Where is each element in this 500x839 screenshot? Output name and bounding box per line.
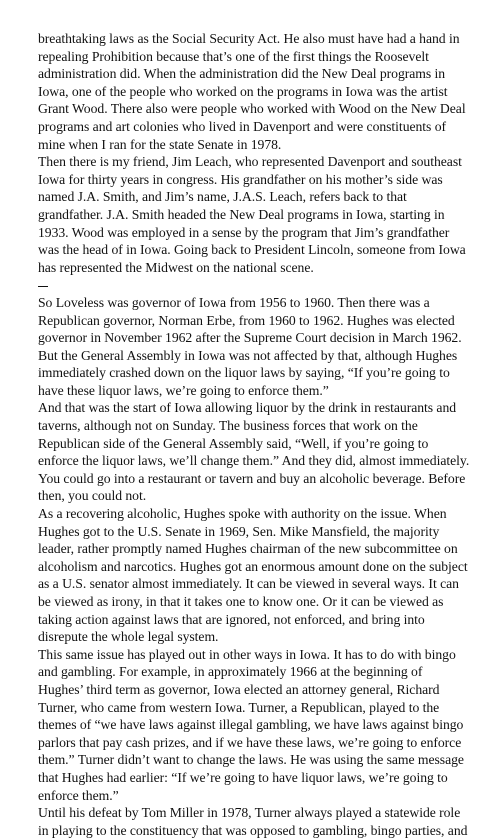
paragraph-bingo-gambling: This same issue has played out in other ways in Iowa. It has to do with bingo and gambling. For example, in approximately 1966 at the beginning of Hughes’ third term as governor, Iowa elected an attorney general, Richard Turner, who came from western Iowa. Turner, a Republican, played to the themes of “we have laws against illegal gambling, we have laws against bingo parlors that pay cash prizes, and if we have these laws, we’re going to enforce them.” Turner didn’t want to change the laws. He was using the same message that Hughes had earlier: “If we’re going to have liquor laws, we’re going to enforce them.”: [38, 646, 464, 803]
paragraph-loveless-governor: So Loveless was governor of Iowa from 1956 to 1960. Then there was a Republican governor, Norman Erbe, from 1960 to 1962. Hughes was elected governor in November 1962 after the Supreme Court decision in March 1962. But the General Assembly in Iowa was not affected by that, although Hughes immediately crashed down on the liquor laws by saying, “If you’re going to have these liquor laws, we’re going to enforce them.”: [38, 294, 462, 398]
paragraph-prohibition-new-deal: breathtaking laws as the Social Security Act. He also must have had a hand in repealing Prohibition because that’s one of the first things the Roosevelt administration did. When the administration did the New Deal programs in Iowa, one of the people who worked on the programs in Iowa was the artist Grant Wood. There also were people who worked with Wood on the New Deal programs and art colonies who lived in Davenport and were constituents of mine when I ran for the state Senate in 1978.: [38, 31, 466, 152]
paragraph-turner-defeat: Until his defeat by Tom Miller in 1978, Turner always played a statewide role in playing to the constituency that was opposed to gambling, bingo parties, and: [38, 805, 468, 838]
document-page: [38, 30, 470, 839]
paragraph-recovering-alcoholic: As a recovering alcoholic, Hughes spoke with authority on the issue. When Hughes got to the U.S. Senate in 1969, Sen. Mike Mansfield, the majority leader, rather promptly named Hughes chairman of the new subcommittee on alcoholism and narcotics. Hughes got an enormous amount done on the subject as a U.S. senator almost immediately. It can be viewed in several ways. It can be viewed as irony, in that it takes one to know one. Or it can be viewed as taking action against laws that are ignored, not enforced, and bring into disrepute the whole legal system.: [38, 506, 468, 645]
paragraph-liquor-by-drink: And that was the start of Iowa allowing liquor by the drink in restaurants and taverns, although not on Sunday. The business forces that work on the Republican side of the General Assembly said, “Well, if you’re going to enforce the liquor laws, we’ll change them.” And they did, almost immediately. You could go into a restaurant or tavern and buy an alcoholic beverage. Before then, you could not.: [38, 400, 470, 504]
paragraph-jim-leach: Then there is my friend, Jim Leach, who represented Davenport and southeast Iowa for thirty years in congress. His grandfather on his mother’s side was named J.A. Smith, and Jim’s name, J.A.S. Leach, refers back to that grandfather. J.A. Smith headed the New Deal programs in Iowa, starting in 1933. Wood was employed in a sense by the program that Jim’s grandfather was the head of in Iowa. Going back to President Lincoln, someone from Iowa has represented the Midwest on the national scene.: [38, 154, 466, 275]
separator-rule: [38, 286, 48, 287]
section-separator: [38, 276, 470, 294]
